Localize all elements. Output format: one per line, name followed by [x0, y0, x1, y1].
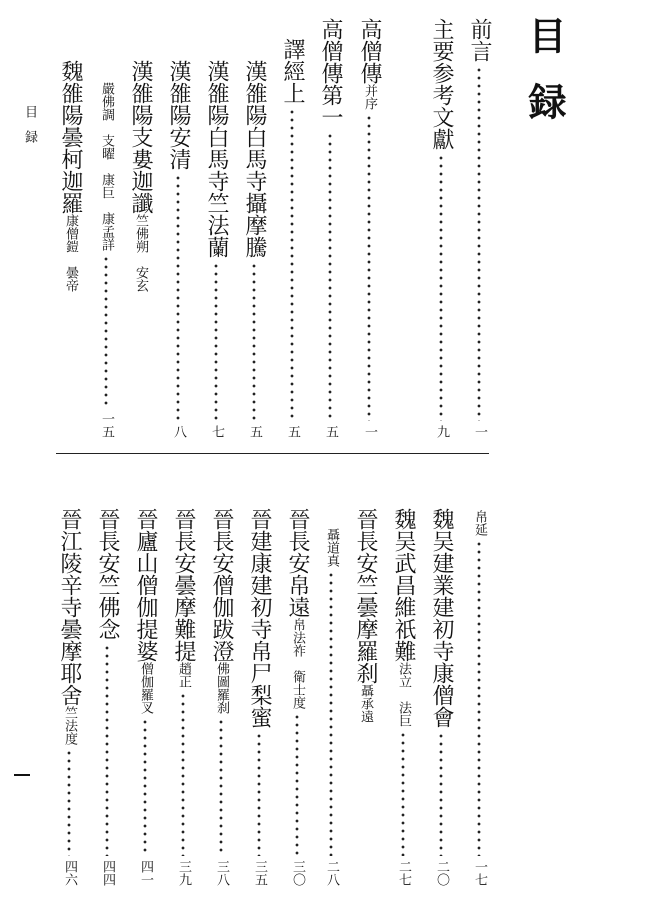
toc-entry[interactable]: 晉長安竺曇摩羅刹聶承遠 — [353, 508, 378, 723]
entry-page: 四一 — [138, 860, 153, 886]
toc-entry[interactable]: 譯經上 五 — [280, 38, 305, 438]
toc-entry[interactable]: 晉建康建初寺帛尸梨蜜 三五 — [247, 508, 272, 886]
entry-page: 五 — [247, 425, 262, 438]
entry-page: 八 — [171, 425, 186, 438]
running-header: 目録 — [22, 105, 37, 155]
leader-dots — [67, 749, 71, 856]
leader-dots — [367, 114, 371, 421]
toc-entry[interactable]: 晉長安竺佛念 四四 — [95, 508, 120, 886]
entry-page: 七 — [209, 425, 224, 438]
leader-dots — [290, 108, 294, 421]
leader-dots — [176, 174, 180, 421]
entry-page: 一五 — [99, 412, 114, 438]
entry-page: 二〇 — [434, 860, 449, 886]
entry-page: 一七 — [472, 860, 487, 886]
toc-entry[interactable]: 晉廬山僧伽提婆僧伽羅叉 四一 — [133, 508, 158, 886]
leader-dots — [105, 644, 109, 856]
leader-dots — [295, 713, 299, 856]
page-number — [12, 765, 32, 785]
leader-dots — [143, 718, 147, 856]
entry-page: 五 — [323, 425, 338, 438]
leader-dots — [329, 571, 333, 856]
toc-entry[interactable]: 前言 一 — [467, 18, 492, 438]
entry-page: 二八 — [324, 860, 339, 886]
entry-page: 二七 — [396, 860, 411, 886]
toc-entry[interactable]: 魏吴武昌維祇難法立 法巨 二七 — [391, 508, 416, 886]
leader-dots — [214, 262, 218, 421]
entry-page: 四六 — [62, 860, 77, 886]
entry-page: 三五 — [252, 860, 267, 886]
page-title: 目録 — [522, 16, 567, 148]
toc-entry[interactable]: 魏吴建業建初寺康僧會 二〇 — [429, 508, 454, 886]
leader-dots — [219, 718, 223, 856]
entry-page: 一 — [362, 425, 377, 438]
toc-entry[interactable]: 高僧傳第一 五 — [318, 18, 343, 438]
leader-dots — [104, 255, 108, 408]
section-divider — [56, 453, 489, 454]
leader-dots — [401, 731, 405, 856]
toc-entry[interactable]: 漢雒陽白馬寺竺法蘭 七 — [204, 60, 229, 438]
entry-page: 一 — [472, 425, 487, 438]
leader-dots — [477, 540, 481, 856]
leader-dots — [257, 732, 261, 856]
leader-dots — [328, 132, 332, 421]
toc-entry[interactable]: 魏雒陽曇柯迦羅康僧鎧 曇帝 — [58, 60, 83, 292]
toc-entry[interactable]: 晉江陵辛寺曇摩耶舍竺法度 四六 — [57, 508, 82, 886]
toc-entry[interactable]: 漢雒陽安清 八 — [166, 60, 191, 438]
entry-page: 五 — [285, 425, 300, 438]
toc-entry[interactable]: 漢雒陽支婁迦讖竺佛朔 安玄 — [128, 60, 153, 292]
toc-entry[interactable]: 帛延 一七 — [459, 510, 499, 886]
entry-page: 三九 — [176, 860, 191, 886]
toc-entry[interactable]: 漢雒陽白馬寺攝摩騰 五 — [242, 60, 267, 438]
toc-entry[interactable]: 晉長安僧伽跋澄佛圖羅刹 三八 — [209, 508, 234, 886]
toc-entry[interactable]: 嚴佛調 支曜 康巨 康孟詳 一五 — [86, 82, 126, 438]
toc-entry[interactable]: 高僧傳并序 一 — [357, 18, 382, 438]
leader-dots — [181, 692, 185, 856]
leader-dots — [439, 732, 443, 856]
entry-page: 三八 — [214, 860, 229, 886]
entry-page: 四四 — [100, 860, 115, 886]
entry-page: 三〇 — [290, 860, 305, 886]
toc-entry[interactable]: 聶道真 二八 — [311, 528, 351, 886]
toc-entry[interactable]: 晉長安曇摩難提趙正 三九 — [171, 508, 196, 886]
toc-entry[interactable]: 晉長安帛遠帛法祚 衛士度 三〇 — [285, 508, 310, 886]
leader-dots — [252, 262, 256, 421]
toc-entry[interactable]: 主要参考文獻 九 — [429, 18, 454, 438]
leader-dots — [477, 66, 481, 421]
leader-dots — [439, 154, 443, 421]
entry-page: 九 — [434, 425, 449, 438]
